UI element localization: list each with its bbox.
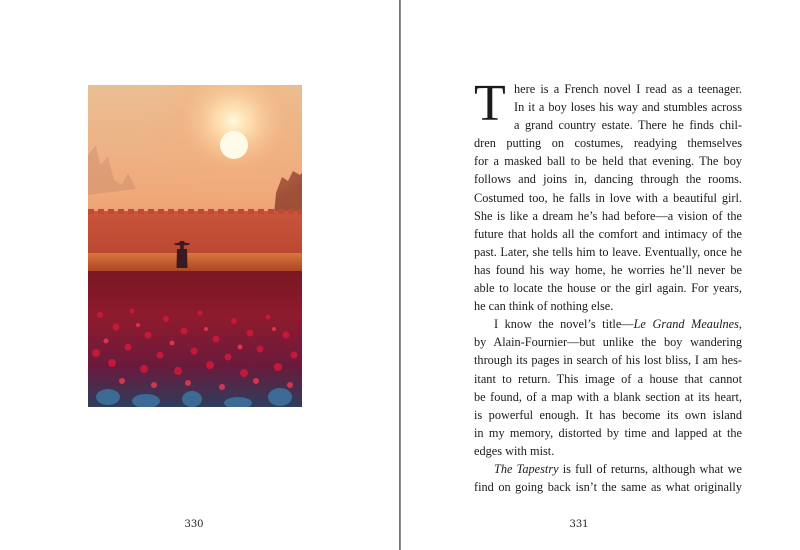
text-line: here is a French novel I read as a teenager. — [514, 82, 742, 96]
text-line — [474, 315, 742, 333]
page-number-right: 331 — [569, 519, 589, 530]
text-line: he can think of nothing else. — [474, 299, 614, 314]
text-line: future that holds all the comfort and intimacy of the — [474, 226, 742, 241]
text-line: able to locate the house or the girl again. For years, — [474, 281, 742, 296]
text-line: a grand country estate. There he finds chil- — [514, 118, 742, 133]
page-number-left: 330 — [184, 519, 204, 530]
book-title-italic: The Tapestry — [494, 461, 559, 476]
text-line: in my memory, distorted by time and lapped at the — [474, 425, 742, 440]
text-line: edges with mist. — [474, 443, 555, 458]
text-line: dren putting on costumes, readying themselves — [474, 136, 742, 151]
text-line: through its pages in search of his lost bliss, I am hes- — [474, 353, 742, 368]
text-line: for a masked ball to be held that evening. The boy — [474, 154, 742, 169]
body-text — [474, 75, 742, 496]
text-line: In it a boy loses his way and stumbles across — [514, 100, 742, 115]
right-page — [401, 0, 800, 550]
text-fragment: is full of returns, although what we — [558, 461, 742, 476]
text-fragment: , — [738, 317, 742, 332]
book-title-italic: Le Grand Meaulnes — [633, 317, 739, 332]
text-line: is powerful enough. It has become its own island — [474, 407, 742, 422]
text-line: itant to return. This image of a house that cannot — [474, 371, 742, 386]
dropcap-letter: T — [474, 75, 506, 132]
text-line: She is like a dream he’s had before—a vision of the — [474, 208, 742, 223]
text-fragment: I know the novel’s title— — [494, 317, 634, 332]
text-line: find on going back isn’t the same as what originally — [474, 480, 742, 495]
text-line: past. Later, she tells him to leave. Eventually, once he — [474, 244, 742, 259]
left-page — [0, 0, 399, 550]
text-line: be found, of a map with a blank section at its heart, — [474, 389, 742, 404]
dropcap-paragraph-start — [474, 75, 742, 134]
text-line: by Alain-Fournier—but unlike the boy wandering — [474, 335, 742, 350]
text-line: follows and joins in, dancing through the rooms. — [474, 172, 742, 187]
landscape-photo — [88, 85, 302, 407]
text-line: has found his way home, he worries he’ll never be — [474, 262, 742, 277]
text-line: Costumed too, he falls in love with a beautiful girl. — [474, 190, 742, 205]
text-line — [474, 460, 742, 478]
